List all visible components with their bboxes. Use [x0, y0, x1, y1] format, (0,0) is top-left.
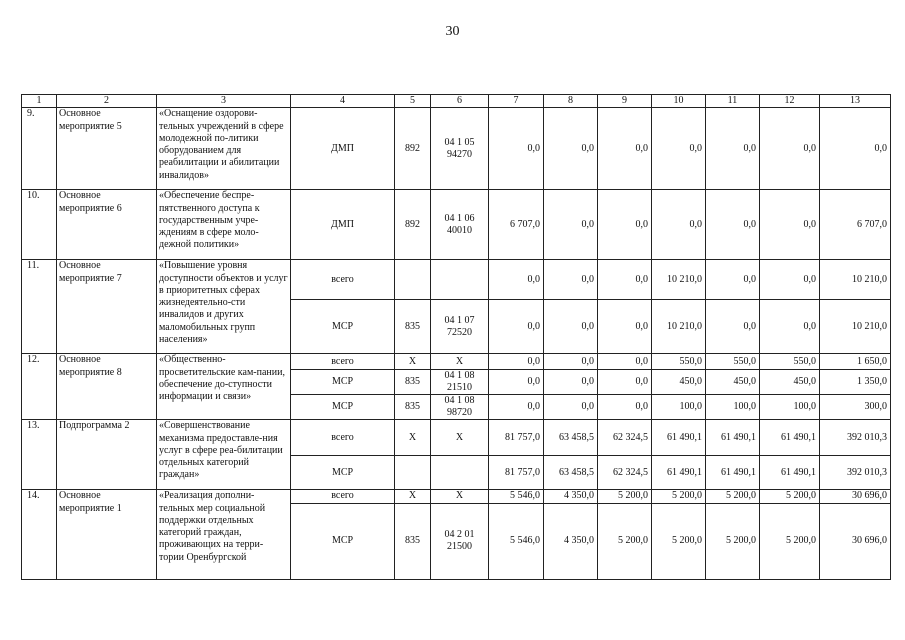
budget-code-cell — [431, 260, 489, 300]
value-cell: 30 696,0 — [820, 503, 891, 579]
executor-cell: всего — [291, 420, 395, 456]
value-cell: 5 200,0 — [652, 490, 706, 503]
value-cell: 450,0 — [760, 370, 820, 395]
executor-cell: ДМП — [291, 190, 395, 260]
value-cell: 0,0 — [598, 370, 652, 395]
value-cell: 10 210,0 — [820, 260, 891, 300]
executor-cell: МСР — [291, 395, 395, 420]
header-cell: 2 — [57, 95, 157, 108]
header-cell: 7 — [489, 95, 544, 108]
grbs-code-cell: 835 — [395, 395, 431, 420]
value-cell: 10 210,0 — [652, 300, 706, 354]
header-cell: 6 — [431, 95, 489, 108]
value-cell: 5 200,0 — [652, 503, 706, 579]
header-cell: 3 — [157, 95, 291, 108]
value-cell: 0,0 — [489, 395, 544, 420]
value-cell: 0,0 — [489, 354, 544, 370]
executor-cell: всего — [291, 490, 395, 503]
value-cell: 0,0 — [544, 395, 598, 420]
value-cell: 0,0 — [598, 260, 652, 300]
header-cell: 5 — [395, 95, 431, 108]
budget-code-cell: 04 2 01 21500 — [431, 503, 489, 579]
executor-cell: МСР — [291, 370, 395, 395]
value-cell: 5 200,0 — [706, 503, 760, 579]
value-cell: 61 490,1 — [706, 456, 760, 490]
table-body — [22, 108, 891, 579]
value-cell: 5 200,0 — [598, 490, 652, 503]
value-cell: 5 546,0 — [489, 503, 544, 579]
value-cell: 0,0 — [706, 190, 760, 260]
table-row — [22, 420, 891, 456]
value-cell: 10 210,0 — [820, 300, 891, 354]
measure-name: Подпрограмма 2 — [57, 420, 157, 490]
row-number: 14. — [22, 490, 57, 579]
page-number: 30 — [445, 24, 460, 39]
value-cell: 0,0 — [489, 108, 544, 190]
value-cell: 0,0 — [544, 260, 598, 300]
value-cell: 392 010,3 — [820, 456, 891, 490]
value-cell: 0,0 — [489, 370, 544, 395]
value-cell: 4 350,0 — [544, 490, 598, 503]
budget-code-cell: X — [431, 420, 489, 456]
value-cell: 0,0 — [652, 108, 706, 190]
budget-code-cell: X — [431, 490, 489, 503]
value-cell: 300,0 — [820, 395, 891, 420]
header-cell: 10 — [652, 95, 706, 108]
value-cell: 5 546,0 — [489, 490, 544, 503]
measure-name: Основное мероприятие 5 — [57, 108, 157, 190]
grbs-code-cell: X — [395, 420, 431, 456]
value-cell: 5 200,0 — [706, 490, 760, 503]
value-cell: 0,0 — [820, 108, 891, 190]
value-cell: 0,0 — [598, 300, 652, 354]
value-cell: 450,0 — [652, 370, 706, 395]
grbs-code-cell: 835 — [395, 370, 431, 395]
value-cell: 30 696,0 — [820, 490, 891, 503]
measure-description: «Оснащение оздорови-тельных учреждений в сфере молодежной по-литики оборудованием для реабилитации и абилитации инвалидов» — [157, 108, 291, 190]
value-cell: 550,0 — [652, 354, 706, 370]
value-cell: 392 010,3 — [820, 420, 891, 456]
header-cell: 13 — [820, 95, 891, 108]
measure-name: Основное мероприятие 8 — [57, 354, 157, 420]
value-cell: 100,0 — [760, 395, 820, 420]
table-row — [22, 354, 891, 370]
value-cell: 0,0 — [598, 190, 652, 260]
executor-cell: МСР — [291, 503, 395, 579]
value-cell: 0,0 — [544, 108, 598, 190]
header-cell: 11 — [706, 95, 760, 108]
value-cell: 61 490,1 — [652, 420, 706, 456]
header-row — [22, 95, 891, 108]
executor-cell: МСР — [291, 300, 395, 354]
grbs-code-cell: 892 — [395, 108, 431, 190]
executor-cell: всего — [291, 260, 395, 300]
row-number: 13. — [22, 420, 57, 490]
value-cell: 0,0 — [706, 260, 760, 300]
grbs-code-cell: 892 — [395, 190, 431, 260]
header-cell: 1 — [22, 95, 57, 108]
value-cell: 61 490,1 — [760, 456, 820, 490]
value-cell: 1 650,0 — [820, 354, 891, 370]
value-cell: 5 200,0 — [760, 503, 820, 579]
value-cell: 0,0 — [760, 300, 820, 354]
budget-code-cell: 04 1 08 21510 — [431, 370, 489, 395]
value-cell: 5 200,0 — [598, 503, 652, 579]
value-cell: 100,0 — [652, 395, 706, 420]
measure-description: «Обеспечение беспре-пятственного доступа к государственным учре-ждениям в сфере моло-дежной политики» — [157, 190, 291, 260]
executor-cell: всего — [291, 354, 395, 370]
value-cell: 0,0 — [706, 108, 760, 190]
value-cell: 0,0 — [598, 354, 652, 370]
budget-code-cell: X — [431, 354, 489, 370]
value-cell: 0,0 — [489, 300, 544, 354]
budget-code-cell: 04 1 05 94270 — [431, 108, 489, 190]
value-cell: 81 757,0 — [489, 456, 544, 490]
executor-cell: ДМП — [291, 108, 395, 190]
budget-code-cell: 04 1 06 40010 — [431, 190, 489, 260]
value-cell: 550,0 — [706, 354, 760, 370]
measure-description: «Реализация дополни-тельных мер социальной поддержки отдельных категорий граждан, проживающих на терри-тории Оренбургской — [157, 490, 291, 579]
table-row — [22, 108, 891, 190]
header-cell: 12 — [760, 95, 820, 108]
value-cell: 61 490,1 — [652, 456, 706, 490]
grbs-code-cell: X — [395, 490, 431, 503]
value-cell: 0,0 — [652, 190, 706, 260]
value-cell: 550,0 — [760, 354, 820, 370]
value-cell: 0,0 — [598, 108, 652, 190]
value-cell: 61 490,1 — [760, 420, 820, 456]
value-cell: 62 324,5 — [598, 420, 652, 456]
header-cell: 8 — [544, 95, 598, 108]
budget-code-cell: 04 1 08 98720 — [431, 395, 489, 420]
measure-name: Основное мероприятие 6 — [57, 190, 157, 260]
value-cell: 1 350,0 — [820, 370, 891, 395]
budget-code-cell — [431, 456, 489, 490]
table-row — [22, 260, 891, 300]
row-number: 10. — [22, 190, 57, 260]
row-number: 9. — [22, 108, 57, 190]
header-cell: 9 — [598, 95, 652, 108]
value-cell: 6 707,0 — [489, 190, 544, 260]
grbs-code-cell: 835 — [395, 503, 431, 579]
value-cell: 0,0 — [760, 260, 820, 300]
measure-name: Основное мероприятие 7 — [57, 260, 157, 354]
measure-description: «Повышение уровня доступности объектов и услуг в приоритетных сферах жизнедеятельно-сти инвалидов и других маломобильных групп населения» — [157, 260, 291, 354]
value-cell: 0,0 — [544, 370, 598, 395]
grbs-code-cell: 835 — [395, 300, 431, 354]
value-cell: 5 200,0 — [760, 490, 820, 503]
row-number: 12. — [22, 354, 57, 420]
value-cell: 63 458,5 — [544, 420, 598, 456]
value-cell: 62 324,5 — [598, 456, 652, 490]
budget-code-cell: 04 1 07 72520 — [431, 300, 489, 354]
row-number: 11. — [22, 260, 57, 354]
value-cell: 0,0 — [598, 395, 652, 420]
executor-cell: МСР — [291, 456, 395, 490]
value-cell: 0,0 — [706, 300, 760, 354]
value-cell: 81 757,0 — [489, 420, 544, 456]
value-cell: 6 707,0 — [820, 190, 891, 260]
value-cell: 100,0 — [706, 395, 760, 420]
value-cell: 61 490,1 — [706, 420, 760, 456]
measure-description: «Общественно-просветительские кам-пании, обеспечение до-ступности информации и связи» — [157, 354, 291, 420]
header-cell: 4 — [291, 95, 395, 108]
value-cell: 450,0 — [706, 370, 760, 395]
grbs-code-cell — [395, 260, 431, 300]
budget-table — [21, 94, 891, 580]
value-cell: 0,0 — [489, 260, 544, 300]
value-cell: 63 458,5 — [544, 456, 598, 490]
value-cell: 4 350,0 — [544, 503, 598, 579]
measure-description: «Совершенствование механизма предоставле-ния услуг в сфере реа-билитации отдельных категорий граждан» — [157, 420, 291, 490]
grbs-code-cell — [395, 456, 431, 490]
value-cell: 0,0 — [760, 108, 820, 190]
value-cell: 0,0 — [760, 190, 820, 260]
table-row — [22, 490, 891, 503]
table-row — [22, 190, 891, 260]
measure-name: Основное мероприятие 1 — [57, 490, 157, 579]
value-cell: 0,0 — [544, 300, 598, 354]
grbs-code-cell: X — [395, 354, 431, 370]
value-cell: 0,0 — [544, 354, 598, 370]
value-cell: 0,0 — [544, 190, 598, 260]
value-cell: 10 210,0 — [652, 260, 706, 300]
